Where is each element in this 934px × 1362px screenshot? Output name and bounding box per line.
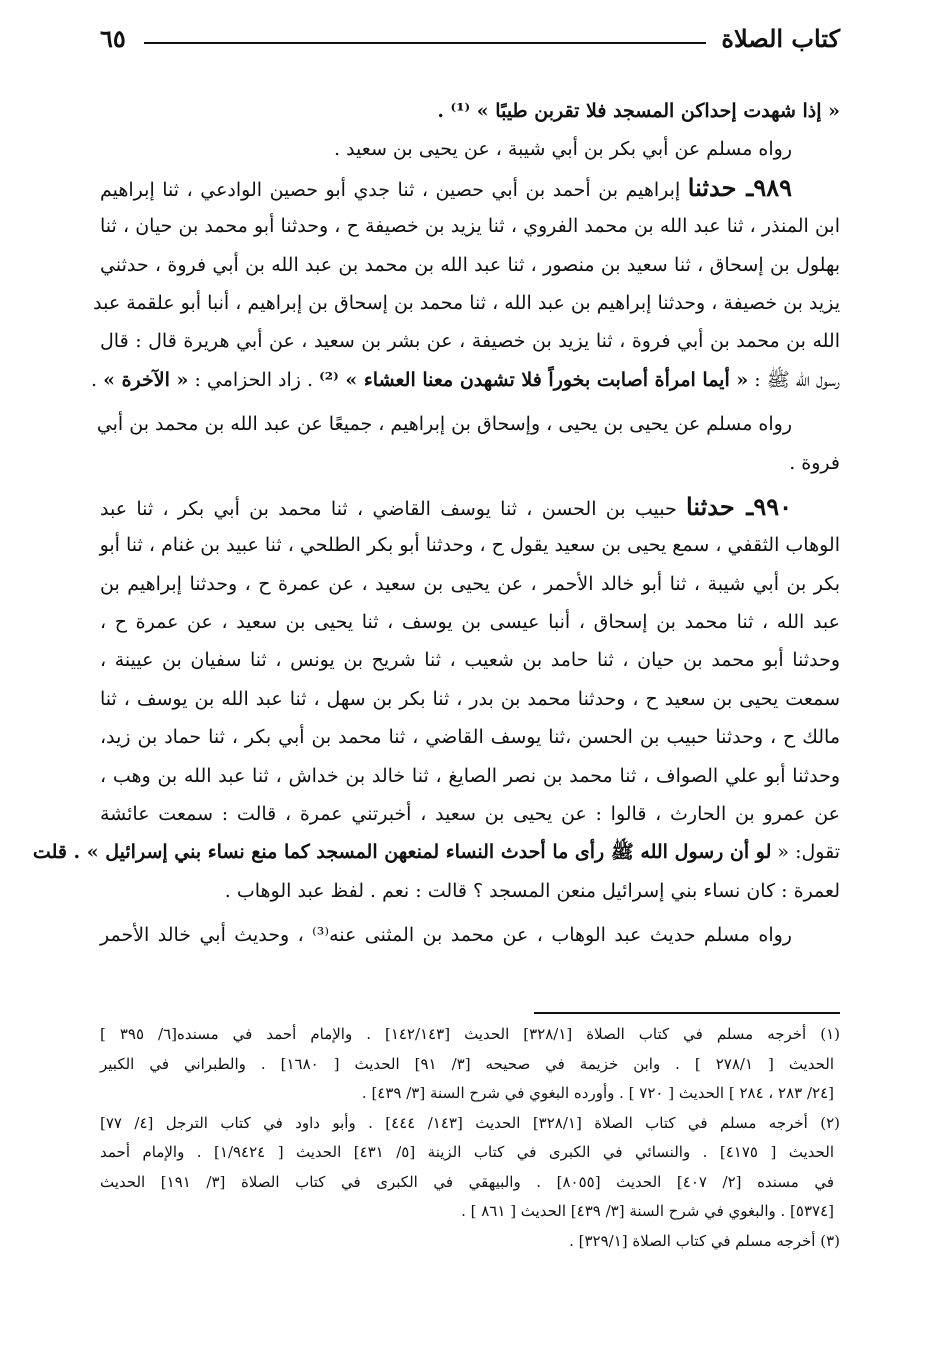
haddathana-label: ـ حدثنا	[687, 172, 754, 202]
text-line: فروة .	[789, 451, 840, 474]
footnote-line: الحديث [ ٤١٧٥] . والنسائي في الكبرى في كتاب الزينة [٥/ ٤٣١] الحديث [ ١/٩٤٢٤] . والإمام أحمد	[100, 1143, 834, 1161]
text-line: الوهاب الثقفي ، سمع يحيى بن سعيد يقول ح ، وحدثنا أبو بكر الطلحي ، ثنا عبيد بن غنام ، ثنا أبو	[99, 534, 840, 557]
text-line: ابن المنذر ، ثنا عبد الله بن محمد الفروي ، ثنا يزيد بن خصيفة ح ، وحدثنا أبو محمد بن حيان ، ثنا	[100, 215, 840, 238]
hadith-text: « الآخرة »	[103, 368, 189, 391]
text-line: عبد الله ، ثنا محمد بن إسحاق ، أنبا عيسى بن يوسف ، ثنا يحيى بن سعيد ، عن عمرة ح ،	[100, 611, 840, 634]
footnote-line: في مسنده [٢/ ٤٠٧] الحديث [٨٠٥٥] . والبيهقي في الكبرى في كتاب الصلاة [٣/ ١٩١] الحديث	[100, 1172, 834, 1191]
text-line: عن عمرو بن الحارث ، قالوا : عن يحيى بن سعيد ، أخبرتني عمرة ، قالت : سمعت عائشة	[100, 803, 840, 826]
text-run: . زاد الحزامي :	[194, 368, 314, 391]
text-run: حبيب بن الحسن ، ثنا يوسف القاضي ، ثنا محمد بن أبي بكر ، ثنا عبد	[100, 497, 677, 520]
text-line: سمعت يحيى بن سعيد ح ، وحدثنا محمد بن بدر ، ثنا بكر بن سهل ، ثنا عبد الله بن يوسف ، ثنا	[100, 687, 840, 710]
hadith-text: « أيما امرأة أصابت بخوراً فلا تشهدن معنا العشاء » ⁽²⁾	[319, 368, 749, 391]
text-run: إبراهيم بن أحمد بن أبي حصين ، ثنا جدي أبو حصين الوادعي ، ثنا إبراهيم	[100, 178, 681, 201]
text-line: الله بن محمد بن أبي فروة ، ثنا يزيد بن خصيفة ، عن بشر بن سعيد ، عن أبي هريرة قال : قال	[100, 330, 840, 353]
page-number: ٦٥	[100, 24, 126, 53]
page-header	[100, 24, 840, 64]
hadith-text: لو أن رسول الله ﷺ رأى ما أحدث النساء لمنعهن المسجد كما منع نساء بني إسرائيل » . قلت	[32, 841, 772, 864]
footnote-line: الحديث [ ٢٧٨/١ ] . وابن خزيمة في صحيحه [٣/ ٩١] الحديث [ ١٦٨٠] . والطبراني في الكبير	[100, 1054, 835, 1073]
text-line: بهلول بن إسحاق ، ثنا سعيد بن منصور ، ثنا عبد الله بن محمد بن عبد الله بن أبي فروة ، حدثني	[100, 253, 840, 276]
hadith-990-first-line	[100, 488, 840, 526]
book-title: كتاب الصلاة	[721, 24, 840, 53]
footnote-line: [٥٣٧٤] . والبغوي في شرح السنة [٣/ ٤٣٩] الحديث [ ٨٦١ ] .	[461, 1202, 834, 1220]
hadith-number: ٩٨٩	[753, 172, 792, 202]
footnotes	[100, 1020, 840, 1256]
footnote-2: (٢) أخرجه مسلم في كتاب الصلاة [٣٢٨/١] الحديث [١٤٣/ ٤٤٤] . وأبو داود في كتاب الترجل [٤/ ٧٧]	[100, 1113, 840, 1132]
footnote-line: [٢٤/ ٢٨٣ ، ٢٨٤ ] الحديث [ ٧٢٠ ] . وأورده البغوي في شرح السنة [٣/ ٤٣٩] .	[361, 1084, 834, 1102]
text-run: تقول: «	[777, 841, 840, 864]
text-run: رسول الله ﷺ :	[754, 368, 840, 391]
hadith-989-first-line	[100, 169, 840, 207]
hadith-number: ٩٩٠	[753, 491, 793, 521]
footnote-rule	[534, 1012, 840, 1014]
text-line	[91, 361, 840, 399]
haddathana-label: ـ حدثنا	[686, 491, 754, 521]
text-line: مالك ح ، وحدثنا حبيب بن الحسن ،ثنا يوسف القاضي ، ثنا محمد بن أبي بكر ، ثنا حماد بن زيد،	[100, 726, 840, 749]
hadith-text: « إذا شهدت إحداكن المسجد فلا تقربن طيبًا » ⁽¹⁾ .	[437, 100, 840, 122]
text-line: وحدثنا أبو علي الصواف ، ثنا محمد بن نصر الصايغ ، ثنا خالد بن خداش ، ثنا عبد الله بن وهب ،	[100, 764, 840, 787]
text-line	[32, 833, 840, 871]
main-text	[32, 92, 840, 955]
text-line: يزيد بن خصيفة ، وحدثنا إبراهيم بن عبد الله ، ثنا محمد بن إسحاق بن إبراهيم ، أنبا أبو علقمة عبد	[93, 291, 840, 314]
text-run: .	[91, 368, 98, 391]
footnote-3: (٣) أخرجه مسلم في كتاب الصلاة [٣٢٩/١] .	[569, 1231, 840, 1250]
text-line: رواه مسلم حديث عبد الوهاب ، عن محمد بن المثنى عنه⁽³⁾ ، وحديث أبي خالد الأحمر	[100, 924, 792, 947]
text-line: رواه مسلم عن أبي بكر بن أبي شيبة ، عن يحيى بن سعيد .	[334, 138, 792, 161]
header-rule	[144, 42, 706, 44]
text-line: وحدثنا أبو محمد بن حيان ، ثنا حامد بن شعيب ، ثنا شريح بن يونس ، ثنا سفيان بن عيينة ،	[100, 649, 840, 672]
footnote-1: (١) أخرجه مسلم في كتاب الصلاة [٣٢٨/١] الحديث [١٤٢/١٤٣] . والإمام أحمد في مسنده[٦/ ٣٩٥ ]	[100, 1025, 840, 1043]
text-line: لعمرة : كان نساء بني إسرائيل منعن المسجد ؟ قالت : نعم . لفظ عبد الوهاب .	[224, 879, 840, 902]
text-line: رواه مسلم عن يحيى بن يحيى ، وإسحاق بن إبراهيم ، جميعًا عن عبد الله بن محمد بن أبي	[96, 413, 792, 436]
text-line: بكر بن أبي شيبة ، ثنا أبو خالد الأحمر ، عن يحيى بن سعيد ، عن عمرة ح ، وحدثنا إبراهيم بن	[100, 572, 840, 595]
